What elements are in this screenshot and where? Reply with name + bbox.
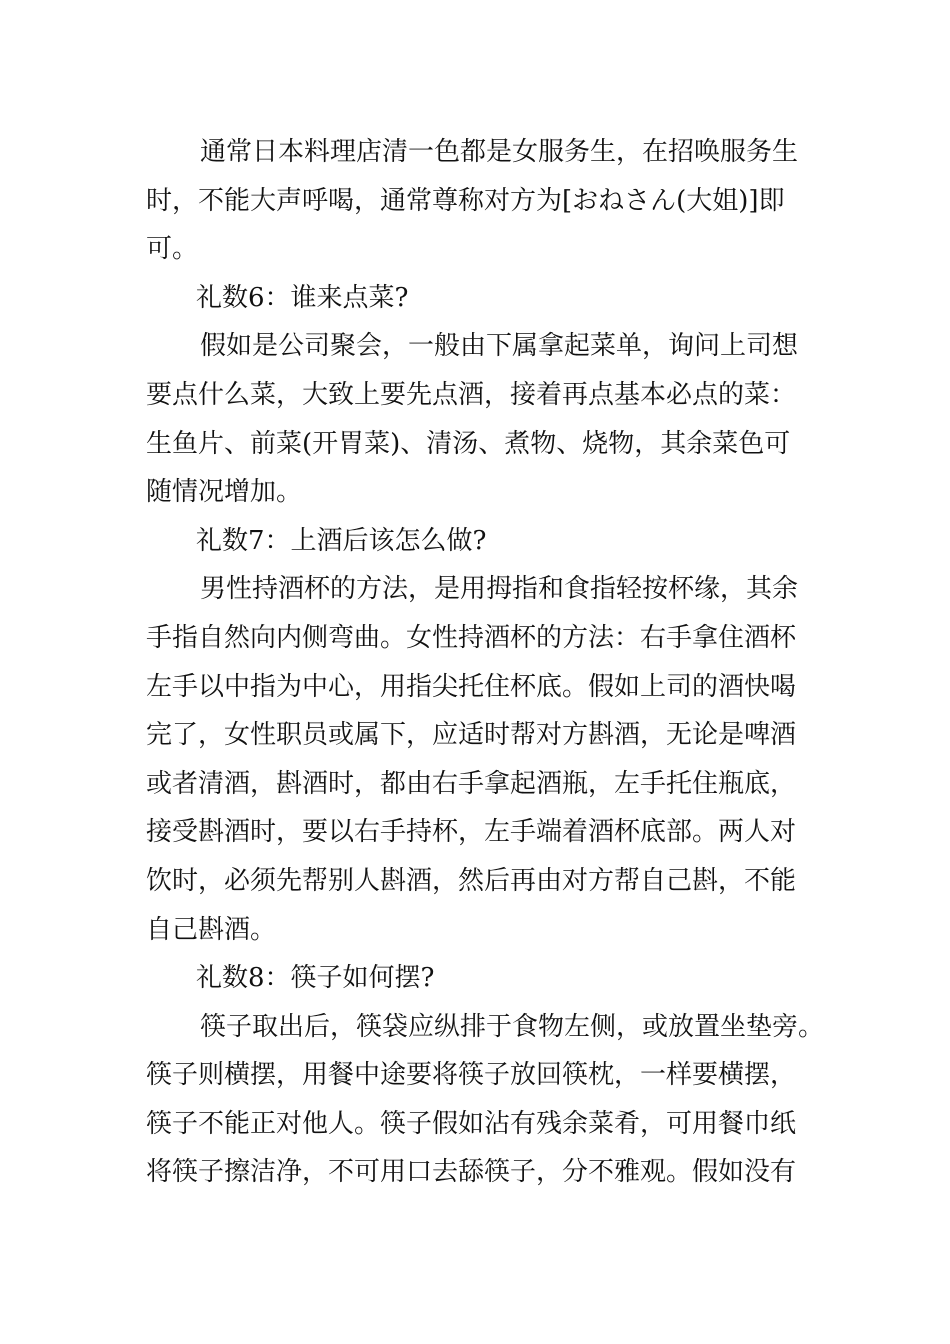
paragraph-line: 或者清酒，斟酒时，都由右手拿起酒瓶，左手托住瓶底， — [146, 768, 797, 799]
paragraph-line: 随情况增加。 — [146, 477, 303, 508]
paragraph-line: 要点什么菜，大致上要先点酒，接着再点基本必点的菜： — [146, 379, 797, 410]
paragraph-line: 自己斟酒。 — [146, 914, 277, 945]
paragraph-line: 筷子不能正对他人。筷子假如沾有残余菜肴，可用餐巾纸 — [146, 1108, 797, 1139]
section-heading: 礼数6：谁来点菜? — [196, 282, 409, 313]
section-heading: 礼数8：筷子如何摆? — [196, 963, 435, 994]
paragraph-line: 假如是公司聚会，一般由下属拿起菜单，询问上司想 — [200, 331, 799, 362]
body-text — [146, 128, 836, 1197]
paragraph-line: 男性持酒杯的方法，是用拇指和食指轻按杯缘，其余 — [200, 574, 799, 605]
paragraph-line: 筷子则横摆，用餐中途要将筷子放回筷枕，一样要横摆， — [146, 1060, 797, 1091]
paragraph-line: 通常日本料理店清一色都是女服务生，在招唤服务生 — [200, 137, 799, 167]
paragraph-line: 饮时，必须先帮别人斟酒，然后再由对方帮自己斟，不能 — [146, 865, 797, 896]
paragraph-line: 完了，女性职员或属下，应适时帮对方斟酒，无论是啤酒 — [146, 720, 797, 751]
paragraph-line: 筷子取出后，筷袋应纵排于食物左侧，或放置坐垫旁。 — [200, 1011, 825, 1042]
paragraph-line: 左手以中指为中心，用指尖托住杯底。假如上司的酒快喝 — [146, 671, 797, 702]
section-heading: 礼数7：上酒后该怎么做? — [196, 525, 487, 556]
paragraph-line: 可。 — [146, 234, 199, 265]
paragraph-line: 手指自然向内侧弯曲。女性持酒杯的方法：右手拿住酒杯 — [146, 622, 797, 653]
paragraph-line: 将筷子擦洁净，不可用口去舔筷子，分不雅观。假如没有 — [146, 1157, 797, 1188]
paragraph-line: 时，不能大声呼喝，通常尊称对方为[おねさん(大姐)]即 — [146, 185, 785, 216]
paragraph-line: 生鱼片、前菜(开胃菜)、清汤、煮物、烧物，其余菜色可 — [146, 428, 791, 459]
paragraph-line: 接受斟酒时，要以右手持杯，左手端着酒杯底部。两人对 — [146, 817, 797, 848]
